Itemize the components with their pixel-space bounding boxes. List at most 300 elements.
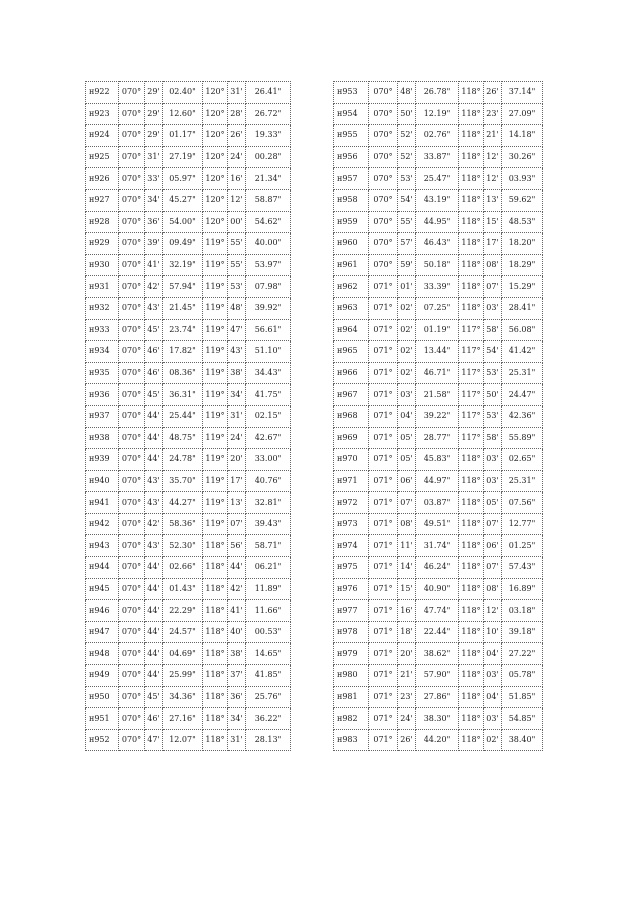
lat-min-cell: 53'	[398, 168, 416, 190]
lat-min-cell: 36'	[145, 211, 163, 233]
lon-deg-cell: 120°	[203, 103, 228, 125]
lat-deg-cell: 070°	[119, 470, 145, 492]
lon-deg-cell: 119°	[203, 297, 228, 319]
lon-deg-cell: 118°	[459, 470, 484, 492]
lat-min-cell: 55'	[398, 211, 416, 233]
point-id-cell: н961	[334, 254, 369, 276]
lon-deg-cell: 118°	[203, 729, 228, 751]
lon-deg-cell: 119°	[203, 362, 228, 384]
lat-sec-cell: 49.51"	[416, 513, 459, 535]
lon-deg-cell: 118°	[459, 254, 484, 276]
lon-sec-cell: 16.89"	[502, 578, 543, 600]
lat-sec-cell: 01.43"	[163, 578, 203, 600]
point-id-cell: н981	[334, 686, 369, 708]
table-row	[334, 103, 543, 125]
lon-min-cell: 07'	[484, 557, 502, 579]
lon-min-cell: 08'	[484, 578, 502, 600]
lon-min-cell: 53'	[484, 362, 502, 384]
lon-min-cell: 12'	[484, 146, 502, 168]
lat-deg-cell: 070°	[119, 168, 145, 190]
table-row	[86, 578, 291, 600]
lat-min-cell: 04'	[398, 405, 416, 427]
lon-sec-cell: 53.97"	[246, 254, 291, 276]
lat-sec-cell: 57.94"	[163, 276, 203, 298]
lat-min-cell: 45'	[145, 384, 163, 406]
lat-sec-cell: 05.97"	[163, 168, 203, 190]
lon-min-cell: 26'	[484, 82, 502, 104]
lon-sec-cell: 15.29"	[502, 276, 543, 298]
point-id-cell: н924	[86, 125, 119, 147]
lat-sec-cell: 33.39"	[416, 276, 459, 298]
lat-sec-cell: 12.19"	[416, 103, 459, 125]
lon-sec-cell: 27.22"	[502, 643, 543, 665]
lat-deg-cell: 070°	[119, 557, 145, 579]
lon-deg-cell: 118°	[459, 621, 484, 643]
table-row	[334, 492, 543, 514]
lat-sec-cell: 39.22"	[416, 405, 459, 427]
lon-deg-cell: 118°	[459, 492, 484, 514]
table-row	[86, 297, 291, 319]
point-id-cell: н946	[86, 600, 119, 622]
lon-sec-cell: 42.36"	[502, 405, 543, 427]
lon-min-cell: 12'	[484, 600, 502, 622]
lon-sec-cell: 39.43"	[246, 513, 291, 535]
lat-min-cell: 21'	[398, 665, 416, 687]
lon-sec-cell: 00.53"	[246, 621, 291, 643]
lon-deg-cell: 118°	[459, 600, 484, 622]
lat-min-cell: 39'	[145, 233, 163, 255]
lat-sec-cell: 40.90"	[416, 578, 459, 600]
point-id-cell: н980	[334, 665, 369, 687]
point-id-cell: н940	[86, 470, 119, 492]
lat-deg-cell: 071°	[369, 729, 398, 751]
lon-min-cell: 13'	[484, 189, 502, 211]
lat-sec-cell: 27.16"	[163, 708, 203, 730]
lat-sec-cell: 36.31"	[163, 384, 203, 406]
lon-deg-cell: 118°	[203, 621, 228, 643]
lon-deg-cell: 118°	[203, 535, 228, 557]
lat-sec-cell: 22.29"	[163, 600, 203, 622]
table-row	[86, 82, 291, 104]
lon-deg-cell: 118°	[459, 665, 484, 687]
lon-sec-cell: 58.87"	[246, 189, 291, 211]
lat-deg-cell: 071°	[369, 362, 398, 384]
lon-min-cell: 28'	[228, 103, 246, 125]
lon-min-cell: 31'	[228, 729, 246, 751]
point-id-cell: н951	[86, 708, 119, 730]
lat-deg-cell: 070°	[369, 168, 398, 190]
lon-sec-cell: 48.53"	[502, 211, 543, 233]
lat-min-cell: 33'	[145, 168, 163, 190]
lon-sec-cell: 07.56"	[502, 492, 543, 514]
lon-min-cell: 07'	[484, 513, 502, 535]
table-row	[86, 665, 291, 687]
lat-min-cell: 44'	[145, 665, 163, 687]
lon-sec-cell: 41.42"	[502, 341, 543, 363]
table-row	[334, 297, 543, 319]
lon-min-cell: 31'	[228, 82, 246, 104]
lon-min-cell: 44'	[228, 557, 246, 579]
lon-min-cell: 56'	[228, 535, 246, 557]
lat-deg-cell: 070°	[119, 341, 145, 363]
lon-sec-cell: 34.43"	[246, 362, 291, 384]
table-row	[86, 319, 291, 341]
lat-min-cell: 29'	[145, 103, 163, 125]
lat-deg-cell: 070°	[119, 276, 145, 298]
lon-min-cell: 23'	[484, 103, 502, 125]
point-id-cell: н950	[86, 686, 119, 708]
table-row	[334, 384, 543, 406]
lon-sec-cell: 01.25"	[502, 535, 543, 557]
table-row	[334, 665, 543, 687]
lon-min-cell: 54'	[484, 341, 502, 363]
lat-sec-cell: 21.58"	[416, 384, 459, 406]
lon-sec-cell: 56.08"	[502, 319, 543, 341]
point-id-cell: н943	[86, 535, 119, 557]
lat-min-cell: 23'	[398, 686, 416, 708]
lat-deg-cell: 071°	[369, 578, 398, 600]
lat-deg-cell: 071°	[369, 600, 398, 622]
lon-min-cell: 07'	[484, 276, 502, 298]
lon-sec-cell: 36.22"	[246, 708, 291, 730]
lat-sec-cell: 25.99"	[163, 665, 203, 687]
lon-min-cell: 48'	[228, 297, 246, 319]
point-id-cell: н964	[334, 319, 369, 341]
lat-deg-cell: 071°	[369, 643, 398, 665]
lat-min-cell: 02'	[398, 362, 416, 384]
point-id-cell: н925	[86, 146, 119, 168]
lat-deg-cell: 070°	[119, 297, 145, 319]
lat-min-cell: 14'	[398, 557, 416, 579]
lon-sec-cell: 18.29"	[502, 254, 543, 276]
lat-sec-cell: 25.47"	[416, 168, 459, 190]
point-id-cell: н929	[86, 233, 119, 255]
point-id-cell: н977	[334, 600, 369, 622]
lat-min-cell: 46'	[145, 708, 163, 730]
point-id-cell: н947	[86, 621, 119, 643]
lat-sec-cell: 02.76"	[416, 125, 459, 147]
lat-sec-cell: 34.36"	[163, 686, 203, 708]
lat-deg-cell: 070°	[119, 362, 145, 384]
lat-sec-cell: 46.24"	[416, 557, 459, 579]
lon-min-cell: 55'	[228, 254, 246, 276]
table-row	[334, 168, 543, 190]
lon-sec-cell: 33.00"	[246, 449, 291, 471]
table-row	[86, 362, 291, 384]
lat-min-cell: 02'	[398, 341, 416, 363]
lon-sec-cell: 14.65"	[246, 643, 291, 665]
lon-deg-cell: 117°	[459, 341, 484, 363]
lat-sec-cell: 25.44"	[163, 405, 203, 427]
lat-sec-cell: 27.19"	[163, 146, 203, 168]
lat-sec-cell: 22.44"	[416, 621, 459, 643]
point-id-cell: н945	[86, 578, 119, 600]
lon-sec-cell: 05.78"	[502, 665, 543, 687]
lon-deg-cell: 118°	[459, 211, 484, 233]
lon-min-cell: 10'	[484, 621, 502, 643]
lon-sec-cell: 39.18"	[502, 621, 543, 643]
lat-sec-cell: 45.83"	[416, 449, 459, 471]
table-row	[334, 211, 543, 233]
table-row	[86, 384, 291, 406]
lon-sec-cell: 38.40"	[502, 729, 543, 751]
lon-deg-cell: 118°	[459, 643, 484, 665]
lat-deg-cell: 070°	[369, 233, 398, 255]
lat-min-cell: 26'	[398, 729, 416, 751]
table-row	[334, 708, 543, 730]
lat-deg-cell: 071°	[369, 708, 398, 730]
lon-deg-cell: 119°	[203, 254, 228, 276]
point-id-cell: н971	[334, 470, 369, 492]
table-row	[86, 233, 291, 255]
table-row	[86, 103, 291, 125]
lon-deg-cell: 119°	[203, 449, 228, 471]
lon-min-cell: 03'	[484, 708, 502, 730]
lat-min-cell: 43'	[145, 297, 163, 319]
lon-deg-cell: 118°	[459, 125, 484, 147]
table-row	[334, 405, 543, 427]
lat-min-cell: 06'	[398, 470, 416, 492]
lat-min-cell: 48'	[398, 82, 416, 104]
point-id-cell: н972	[334, 492, 369, 514]
lat-min-cell: 44'	[145, 578, 163, 600]
lon-deg-cell: 118°	[459, 189, 484, 211]
lon-deg-cell: 118°	[203, 708, 228, 730]
lon-deg-cell: 118°	[203, 578, 228, 600]
lat-deg-cell: 071°	[369, 449, 398, 471]
lat-deg-cell: 070°	[119, 513, 145, 535]
point-id-cell: н932	[86, 297, 119, 319]
coordinates-table-left	[85, 81, 291, 751]
lon-min-cell: 03'	[484, 665, 502, 687]
lat-sec-cell: 54.00"	[163, 211, 203, 233]
lon-min-cell: 05'	[484, 492, 502, 514]
lat-deg-cell: 070°	[119, 405, 145, 427]
lat-sec-cell: 50.18"	[416, 254, 459, 276]
point-id-cell: н974	[334, 535, 369, 557]
table-row	[334, 729, 543, 751]
table-row	[86, 621, 291, 643]
lat-deg-cell: 071°	[369, 621, 398, 643]
lon-deg-cell: 119°	[203, 513, 228, 535]
lat-sec-cell: 02.66"	[163, 557, 203, 579]
table-row	[334, 578, 543, 600]
lon-min-cell: 24'	[228, 146, 246, 168]
table-row	[86, 535, 291, 557]
lat-min-cell: 11'	[398, 535, 416, 557]
lon-deg-cell: 120°	[203, 146, 228, 168]
point-id-cell: н953	[334, 82, 369, 104]
lat-sec-cell: 46.71"	[416, 362, 459, 384]
lon-sec-cell: 24.47"	[502, 384, 543, 406]
lat-min-cell: 03'	[398, 384, 416, 406]
lat-sec-cell: 44.97"	[416, 470, 459, 492]
lon-deg-cell: 119°	[203, 427, 228, 449]
lat-sec-cell: 13.44"	[416, 341, 459, 363]
lon-sec-cell: 12.77"	[502, 513, 543, 535]
lat-min-cell: 46'	[145, 341, 163, 363]
table-row	[334, 189, 543, 211]
lat-deg-cell: 071°	[369, 319, 398, 341]
lat-min-cell: 18'	[398, 621, 416, 643]
lat-deg-cell: 070°	[119, 125, 145, 147]
lon-min-cell: 38'	[228, 643, 246, 665]
point-id-cell: н978	[334, 621, 369, 643]
lon-min-cell: 34'	[228, 384, 246, 406]
lon-sec-cell: 57.43"	[502, 557, 543, 579]
lon-sec-cell: 11.66"	[246, 600, 291, 622]
lon-deg-cell: 118°	[459, 578, 484, 600]
lat-sec-cell: 48.75"	[163, 427, 203, 449]
lon-sec-cell: 51.10"	[246, 341, 291, 363]
table-row	[86, 449, 291, 471]
lat-min-cell: 44'	[145, 600, 163, 622]
lat-min-cell: 41'	[145, 254, 163, 276]
point-id-cell: н952	[86, 729, 119, 751]
lat-sec-cell: 46.43"	[416, 233, 459, 255]
point-id-cell: н936	[86, 384, 119, 406]
point-id-cell: н983	[334, 729, 369, 751]
table-row	[334, 233, 543, 255]
lon-deg-cell: 118°	[459, 535, 484, 557]
table-row	[334, 470, 543, 492]
lon-deg-cell: 120°	[203, 82, 228, 104]
table-row	[334, 125, 543, 147]
table-row	[334, 513, 543, 535]
point-id-cell: н965	[334, 341, 369, 363]
table-row	[86, 189, 291, 211]
lon-sec-cell: 27.09"	[502, 103, 543, 125]
lon-deg-cell: 119°	[203, 492, 228, 514]
lon-sec-cell: 41.85"	[246, 665, 291, 687]
table-row	[334, 362, 543, 384]
lon-deg-cell: 117°	[459, 405, 484, 427]
lon-deg-cell: 120°	[203, 125, 228, 147]
point-id-cell: н963	[334, 297, 369, 319]
lon-min-cell: 37'	[228, 665, 246, 687]
lat-sec-cell: 35.70"	[163, 470, 203, 492]
lon-sec-cell: 18.20"	[502, 233, 543, 255]
lat-min-cell: 44'	[145, 621, 163, 643]
lat-deg-cell: 071°	[369, 470, 398, 492]
lon-sec-cell: 02.65"	[502, 449, 543, 471]
lat-deg-cell: 070°	[119, 103, 145, 125]
lat-deg-cell: 070°	[119, 146, 145, 168]
lon-sec-cell: 26.72"	[246, 103, 291, 125]
lat-min-cell: 15'	[398, 578, 416, 600]
table-row	[86, 557, 291, 579]
lat-min-cell: 47'	[145, 729, 163, 751]
lat-deg-cell: 071°	[369, 405, 398, 427]
lat-min-cell: 01'	[398, 276, 416, 298]
point-id-cell: н976	[334, 578, 369, 600]
lat-deg-cell: 070°	[119, 254, 145, 276]
lon-deg-cell: 118°	[459, 686, 484, 708]
table-row	[334, 449, 543, 471]
table-row	[86, 146, 291, 168]
lat-min-cell: 29'	[145, 125, 163, 147]
lon-sec-cell: 28.41"	[502, 297, 543, 319]
table-row	[334, 686, 543, 708]
point-id-cell: н970	[334, 449, 369, 471]
point-id-cell: н967	[334, 384, 369, 406]
lon-sec-cell: 07.98"	[246, 276, 291, 298]
lat-sec-cell: 38.62"	[416, 643, 459, 665]
lat-min-cell: 05'	[398, 449, 416, 471]
table-row	[86, 492, 291, 514]
lon-sec-cell: 55.89"	[502, 427, 543, 449]
lat-deg-cell: 070°	[119, 82, 145, 104]
lat-deg-cell: 070°	[119, 319, 145, 341]
lon-sec-cell: 14.18"	[502, 125, 543, 147]
lat-deg-cell: 071°	[369, 297, 398, 319]
lon-sec-cell: 58.71"	[246, 535, 291, 557]
lat-sec-cell: 31.74"	[416, 535, 459, 557]
lon-deg-cell: 118°	[459, 729, 484, 751]
point-id-cell: н959	[334, 211, 369, 233]
lat-deg-cell: 071°	[369, 513, 398, 535]
lon-deg-cell: 119°	[203, 233, 228, 255]
lat-sec-cell: 12.07"	[163, 729, 203, 751]
lat-min-cell: 52'	[398, 125, 416, 147]
lon-deg-cell: 119°	[203, 341, 228, 363]
point-id-cell: н975	[334, 557, 369, 579]
lat-deg-cell: 070°	[119, 708, 145, 730]
lon-sec-cell: 54.62"	[246, 211, 291, 233]
lat-min-cell: 44'	[145, 557, 163, 579]
table-row	[86, 470, 291, 492]
table-row	[334, 82, 543, 104]
lon-deg-cell: 117°	[459, 427, 484, 449]
lon-min-cell: 04'	[484, 643, 502, 665]
lon-deg-cell: 119°	[203, 276, 228, 298]
lon-deg-cell: 117°	[459, 384, 484, 406]
point-id-cell: н957	[334, 168, 369, 190]
lon-deg-cell: 118°	[459, 297, 484, 319]
lat-deg-cell: 070°	[119, 211, 145, 233]
lat-min-cell: 34'	[145, 189, 163, 211]
table-row	[334, 319, 543, 341]
lon-deg-cell: 118°	[459, 103, 484, 125]
lon-deg-cell: 118°	[459, 276, 484, 298]
point-id-cell: н942	[86, 513, 119, 535]
point-id-cell: н969	[334, 427, 369, 449]
lon-min-cell: 42'	[228, 578, 246, 600]
lon-deg-cell: 117°	[459, 362, 484, 384]
lat-deg-cell: 070°	[369, 254, 398, 276]
point-id-cell: н939	[86, 449, 119, 471]
lat-min-cell: 50'	[398, 103, 416, 125]
lon-min-cell: 50'	[484, 384, 502, 406]
lat-deg-cell: 070°	[119, 449, 145, 471]
lat-min-cell: 57'	[398, 233, 416, 255]
lon-sec-cell: 03.18"	[502, 600, 543, 622]
lat-min-cell: 42'	[145, 276, 163, 298]
point-id-cell: н966	[334, 362, 369, 384]
lat-deg-cell: 070°	[119, 492, 145, 514]
lat-min-cell: 42'	[145, 513, 163, 535]
point-id-cell: н982	[334, 708, 369, 730]
lat-deg-cell: 071°	[369, 384, 398, 406]
lat-deg-cell: 070°	[119, 686, 145, 708]
point-id-cell: н949	[86, 665, 119, 687]
lat-min-cell: 43'	[145, 470, 163, 492]
lon-sec-cell: 40.00"	[246, 233, 291, 255]
lon-deg-cell: 118°	[203, 557, 228, 579]
lon-sec-cell: 00.28"	[246, 146, 291, 168]
lat-sec-cell: 24.78"	[163, 449, 203, 471]
lon-min-cell: 06'	[484, 535, 502, 557]
